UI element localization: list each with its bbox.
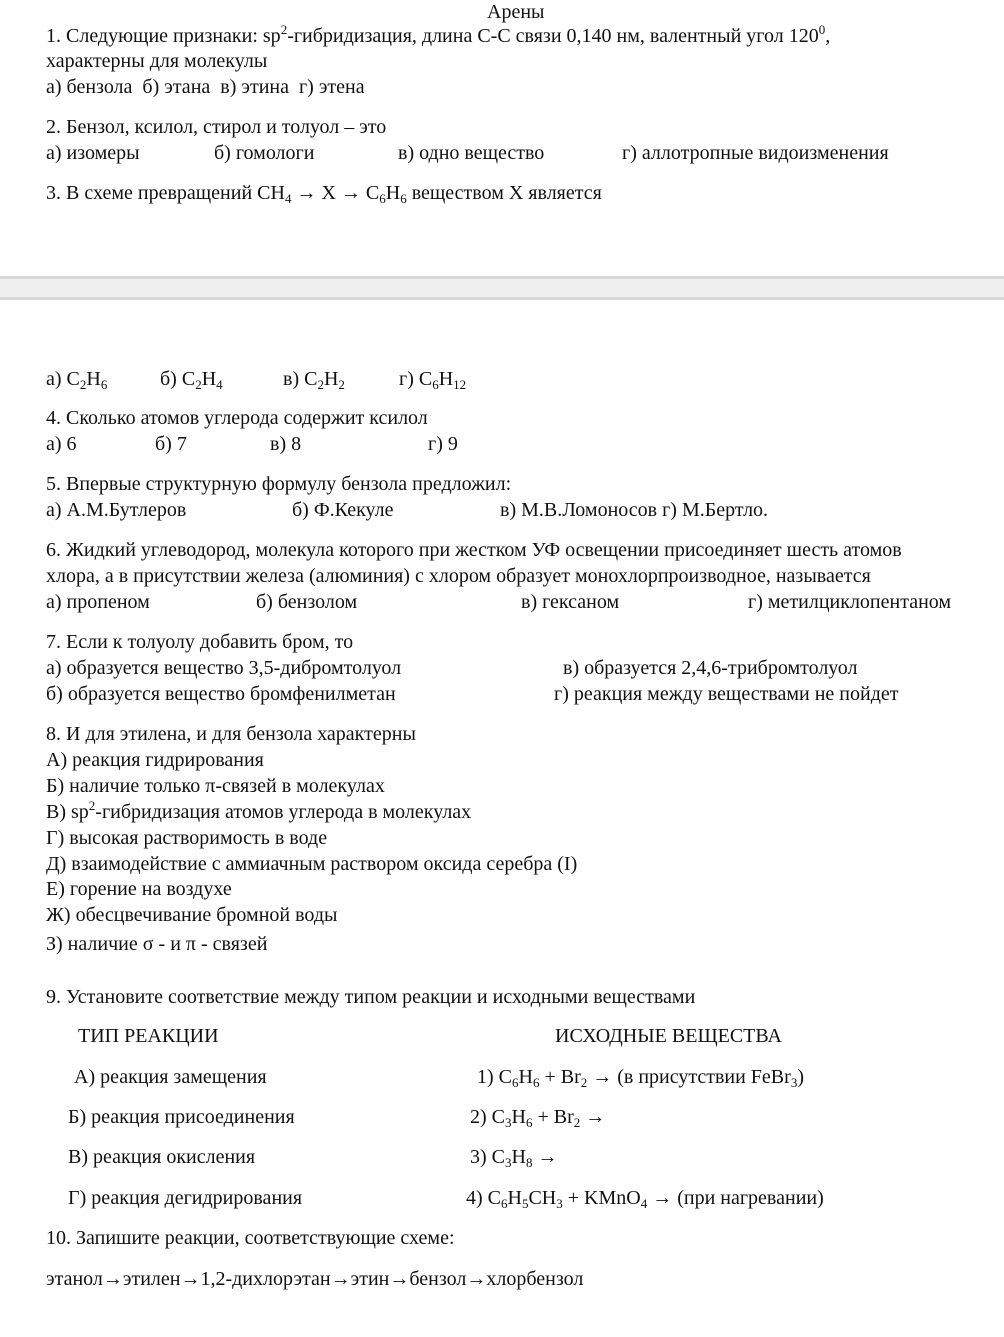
r1-a: 1) С [477,1066,512,1088]
r1-c: Н [518,1066,533,1088]
q8-question: 8. И для этилена, и для бензола характерны [46,723,416,745]
q1-sup-0: 0 [818,22,826,37]
q10-scheme: этанол→этилен→1,2-дихлорэтан→этин→бензол→хлорбензол [46,1268,584,1290]
q3b-c: б) С [160,368,196,390]
q3a-c: а) С [46,368,80,390]
q8-item-b: Б) наличие только π-связей в молекулах [46,775,385,797]
q9-type-a: А) реакция замещения [74,1066,267,1088]
q2-option-c: в) одно вещество [398,142,545,164]
q1-text-a: 1. Следующие признаки: sp [46,25,281,47]
q3b-sub-c: 2 [195,377,202,392]
q3a-sub-h: 6 [100,377,108,392]
q8-item-a: А) реакция гидрирования [46,749,264,771]
r4-g: + KMnO [562,1187,641,1209]
q9-header-type: ТИП РЕАКЦИИ [78,1025,219,1047]
q5-option-a: а) А.М.Бутлеров [46,499,187,521]
q9-question: 9. Установите соответствие между типом реакции и исходными веществами [46,986,696,1008]
q3c-sub-c: 2 [317,377,324,392]
q3-t5: Н [385,182,401,204]
q3-t1: 3. В схеме превращений СН [46,182,285,204]
q8-item-d: Д) взаимодействие с аммиачным раствором оксида серебра (I) [46,853,578,875]
q4-option-a: а) 6 [46,433,77,455]
r4-a: 4) С [466,1187,501,1209]
q8-item-zh: Ж) обесцвечивание бромной воды [46,904,338,926]
q3b-sub-h: 4 [216,377,223,392]
q1-options: а) бензола б) этана в) этина г) этена [46,76,365,98]
q8v-a: В) sp [46,801,89,823]
r1-i: ) [797,1066,804,1088]
q8-item-g: Г) высокая растворимость в воде [46,827,328,849]
q3-t7: веществом Х является [406,182,602,204]
q9-reaction-4 [466,1186,824,1210]
q3-t3: → Х → С [291,182,380,204]
q3-sub2: 6 [379,191,386,206]
q3a-sub-c: 2 [79,377,87,392]
q3b-h: Н [201,368,217,390]
q6-option-a: а) пропеном [46,591,150,613]
q7-option-c: в) образуется 2,4,6-трибромтолуол [563,657,858,679]
r4-sub3: 3 [556,1196,563,1211]
q3d-h: Н [438,368,454,390]
page-separator [0,276,1004,300]
q3-option-a [46,367,107,391]
q9-type-g: Г) реакция дегидрирования [68,1187,303,1209]
q3-option-b [160,367,223,391]
q4-question: 4. Сколько атомов углерода содержит ксилол [46,407,428,429]
q3-question [46,181,602,205]
q5-option-b: б) Ф.Кекуле [292,499,394,521]
q5-option-cd: в) М.В.Ломоносов г) М.Бертло. [500,499,769,521]
q7-option-b: б) образуется вещество бромфенилметан [46,683,396,705]
q5-question: 5. Впервые структурную формулу бензола предложил: [46,473,512,495]
q9-reaction-3 [470,1145,557,1169]
q8v-c: -гибридизация атомов углерода в молекулах [95,801,472,823]
q3-sub1: 4 [284,191,292,206]
q8-item-e: Е) горение на воздухе [46,878,232,900]
q8-item-v [46,800,471,824]
q8-item-z: З) наличие σ - и π - связей [46,933,268,955]
q3d-sub-c: 6 [432,377,439,392]
q1-line1 [46,24,830,48]
r3-sub1: 3 [505,1155,512,1170]
r1-g: → (в присутствии FeBr [587,1066,791,1088]
r4-e: СН [528,1187,557,1209]
q9-type-b: Б) реакция присоединения [68,1106,295,1128]
q3c-sub-h: 2 [338,377,345,392]
q4-option-c: в) 8 [270,433,302,455]
r3-c: Н [511,1146,526,1168]
q9-type-v: В) реакция окисления [68,1146,256,1168]
q2-option-d: г) аллотропные видоизменения [622,142,889,164]
q3d-c: г) С [399,368,433,390]
r4-i: → (при нагревании) [647,1187,824,1209]
r4-c: Н [507,1187,522,1209]
r1-sub4: 3 [790,1075,798,1090]
q2-option-b: б) гомологи [214,142,315,164]
q10-question: 10. Запишите реакции, соответствующие схеме: [46,1227,455,1249]
q1-text-e: , [825,25,831,47]
q3-sub3: 6 [400,191,407,206]
q7-question: 7. Если к толуолу добавить бром, то [46,631,354,653]
q6-option-d: г) метилциклопентаном [748,591,952,613]
q3a-h: Н [86,368,101,390]
r1-e: + Br [539,1066,581,1088]
r3-e: → [532,1146,558,1168]
q9-header-substances: ИСХОДНЫЕ ВЕЩЕСТВА [555,1025,782,1047]
q8v-sup: 2 [88,798,96,813]
r3-sub2: 8 [525,1155,533,1170]
r4-sub1: 6 [501,1196,508,1211]
r2-sub3: 2 [573,1115,581,1130]
q3c-h: Н [323,368,339,390]
r4-sub4: 4 [640,1196,648,1211]
r2-g: → [580,1106,606,1128]
r2-e: + Br [532,1106,574,1128]
q1-sup-2: 2 [280,22,288,37]
r2-c: Н [511,1106,526,1128]
r3-a: 3) С [470,1146,505,1168]
q4-option-d: г) 9 [428,433,458,455]
q3c-c: в) С [283,368,318,390]
q3-option-d [399,367,466,391]
q1-line2: характерны для молекулы [46,50,268,72]
r2-sub2: 6 [525,1115,533,1130]
q6-line2: хлора, а в присутствии железа (алюминия) с хлором образует монохлорпроизводное, называется [46,565,871,587]
q6-line1: 6. Жидкий углеводород, молекула которого при жестком УФ освещении присоединяет шесть атомов [46,539,902,561]
doc-title: Арены [487,1,545,23]
r2-sub1: 3 [505,1115,512,1130]
r1-sub1: 6 [512,1075,519,1090]
q3d-sub-h: 12 [453,377,467,392]
r4-sub2: 5 [521,1196,529,1211]
q4-option-b: б) 7 [155,433,187,455]
r1-sub3: 2 [580,1075,588,1090]
q2-option-a: а) изомеры [46,142,140,164]
q2-question: 2. Бензол, ксилол, стирол и толуол – это [46,116,387,138]
q7-option-d: г) реакция между веществами не пойдет [554,683,899,705]
q3-option-c [283,367,345,391]
r1-sub2: 6 [532,1075,540,1090]
q6-option-c: в) гексаном [521,591,620,613]
q7-option-a: а) образуется вещество 3,5-дибромтолуол [46,657,402,679]
q9-reaction-2 [470,1105,605,1129]
r2-a: 2) С [470,1106,505,1128]
q6-option-b: б) бензолом [256,591,358,613]
q9-reaction-1 [477,1065,804,1089]
q1-text-c: -гибридизация, длина С-С связи 0,140 нм, валентный угол 120 [287,25,819,47]
